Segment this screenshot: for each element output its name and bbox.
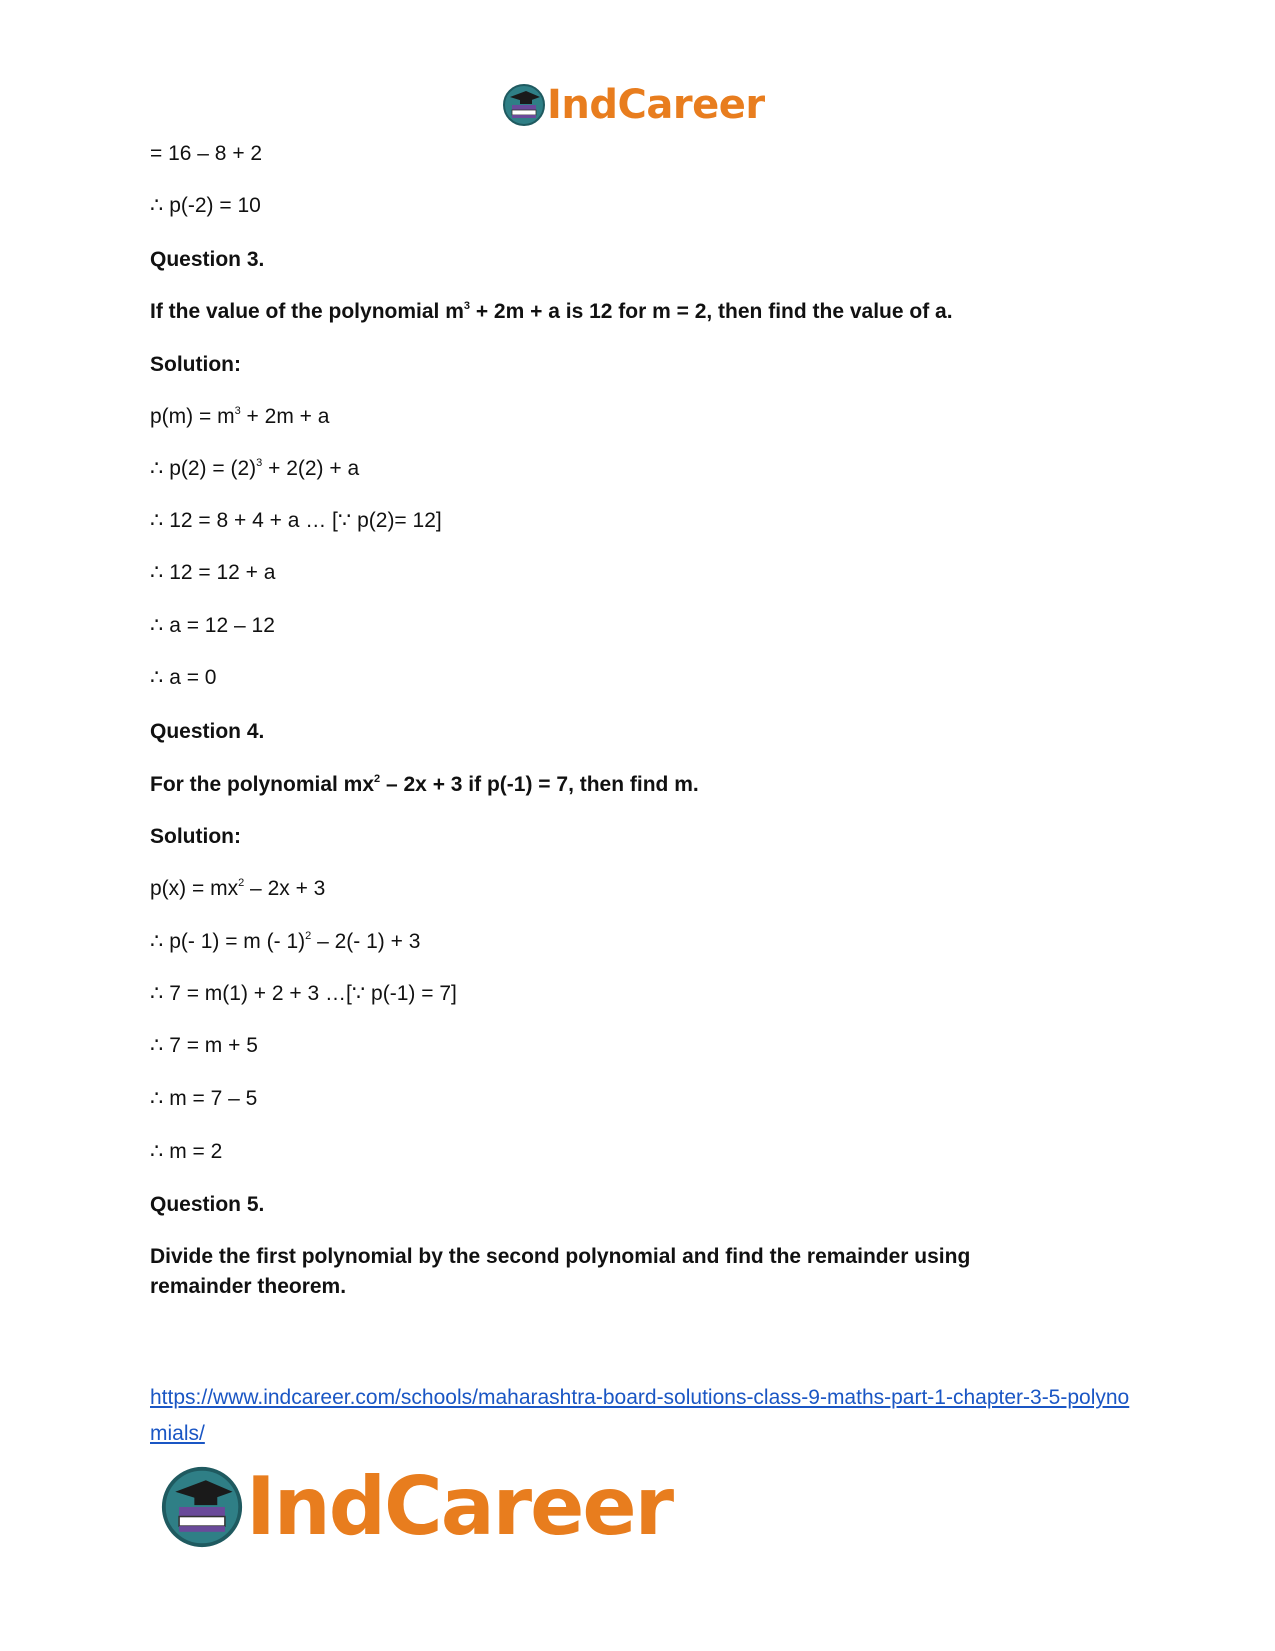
footer-logo (160, 1462, 672, 1552)
equation-line: ∴ p(- 1) = m (- 1)$^2$ – 2(- 1) + 3 (150, 930, 421, 953)
question-4-text: For the polynomial $mx^2 - 2x + 3$ if p(-1) = 7, then find m. (150, 773, 699, 796)
equation-line: = 16 – 8 + 2 (150, 142, 263, 165)
equation-line: ∴ 12 = 8 + 4 + a … [∵ p(2)= 12] (150, 509, 442, 532)
header-logo (502, 80, 765, 130)
solution-3-label: Solution: (150, 353, 241, 376)
equation-line: ∴ m = 2 (150, 1140, 223, 1163)
question-5-text: Divide the first polynomial by the second polynomial and find the remainder using remainder theorem. (150, 1245, 971, 1298)
question-3-text: If the value of the polynomial $m^3 + 2m + a$ is 12 for m = 2, then find the value of a. (150, 300, 953, 323)
equation-line: ∴ a = 12 – 12 (150, 614, 275, 637)
equation-line: ∴ 12 = 12 + a (150, 561, 276, 584)
equation-line: ∴ $p(2) = (2)^3 + 2(2) + a$ (150, 457, 360, 480)
equation-line: ∴ 7 = m + 5 (150, 1034, 258, 1057)
question-4-label: Question 4. (150, 720, 265, 743)
equation-line: $p(m) = m^3 + 2m + a$ (150, 405, 330, 428)
graduation-book-globe-icon (502, 83, 546, 127)
equation-line: ∴ 7 = m(1) + 2 + 3 …[∵ p(-1) = 7] (150, 982, 457, 1005)
equation-line: ∴ m = 7 – 5 (150, 1087, 258, 1110)
equation-line: ∴ a = 0 (150, 666, 217, 689)
source-link[interactable]: https://www.indcareer.com/schools/maharashtra-board-solutions-class-9-maths-part-1-chapter-3-5-polynomials/ (150, 1386, 1130, 1445)
equation-line: $p(x) = mx^2 - 2x + 3$ (150, 877, 326, 900)
solution-4-label: Solution: (150, 825, 241, 848)
equation-line: ∴ p(-2) = 10 (150, 194, 261, 217)
brand-name: IndCareer (547, 82, 765, 128)
question-3-label: Question 3. (150, 248, 265, 271)
graduation-book-globe-icon (160, 1465, 244, 1549)
question-5-label: Question 5. (150, 1193, 265, 1216)
brand-name: IndCareer (246, 1460, 673, 1553)
